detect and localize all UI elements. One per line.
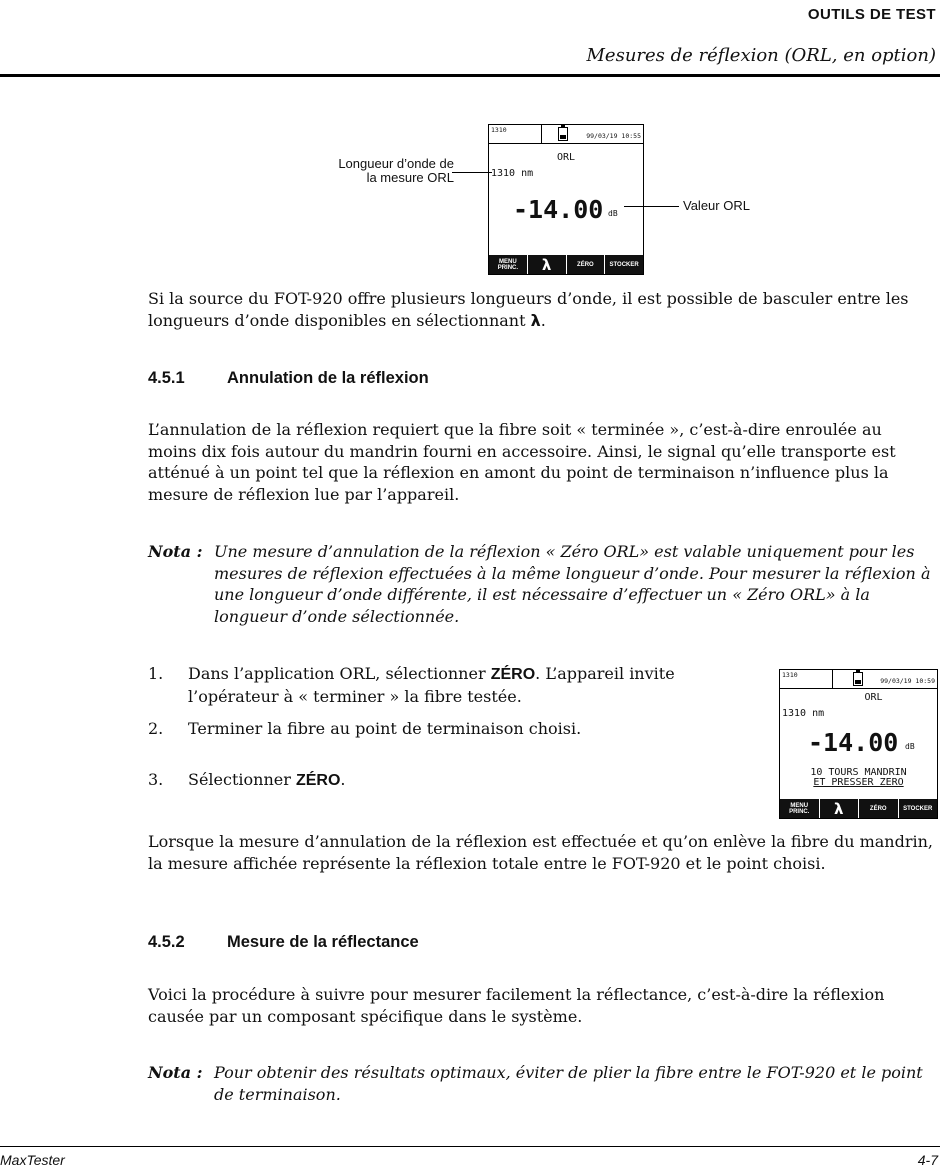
section2-note [148,1062,938,1105]
after-steps-paragraph: Lorsque la mesure d’annulation de la réflexion est effectuée et qu’on enlève la fibre du mandrin, la mesure affichée représente la réflexion totale entre le FOT-920 et le point choisi. [148,832,934,873]
screen-status-bar [780,670,937,689]
screen-softkeys [780,799,937,818]
screen-unit: dB [905,742,915,751]
softkey-lambda: λ [527,255,566,274]
softkey-zero: ZÉRO [858,799,898,818]
note-label: Nota : [148,1063,203,1082]
orl-screen-figure [488,124,644,275]
section1-note [148,541,938,627]
screen-datetime: 99/03/19 10:55 [586,132,641,140]
callout-wavelength-line [452,172,492,173]
screen-message-line-1: 10 TOURS MANDRIN [810,767,907,778]
section-heading-4-5-2: 4.5.2 Mesure de la réflectance [148,933,419,951]
softkey-zero: ZÉRO [566,255,605,274]
footer-rule [0,1146,940,1147]
screen-wavelength: 1310 nm [491,168,534,179]
lambda-symbol: λ [530,310,541,330]
battery-icon [853,672,863,686]
screen-title: ORL [864,692,883,703]
note-label: Nota : [148,542,203,561]
softkey-main-menu: MENU PRINC. [789,802,810,815]
screen-orl-value: -14.00 [808,728,899,757]
softkey-store: STOCKER [604,255,643,274]
screen-wavelength: 1310 nm [782,708,825,719]
softkey-lambda: λ [819,799,859,818]
header-rule [0,74,940,77]
intro-paragraph: Si la source du FOT-920 offre plusieurs longueurs d’onde, il est possible de basculer entre les longueurs d’onde disponibles en sélectionnant λ. [148,289,909,330]
callout-value-line [624,206,679,207]
running-header-chapter: OUTILS DE TEST [807,6,936,23]
note-text: Une mesure d’annulation de la réflexion « Zéro ORL» est valable uniquement pour les mesures de réflexion effectuées à la même longueur d’onde. Pour mesurer la réflexion à une longueur d’onde différente, il est nécessaire d’effectuer un « Zéro ORL» à la longueur d’onde sélectionnée. [214,542,931,626]
softkey-main-menu: MENU PRINC. [497,258,519,271]
callout-wavelength: Longueur d’onde de la mesure ORL [338,156,454,185]
callout-value: Valeur ORL [683,198,750,213]
section2-paragraph: Voici la procédure à suivre pour mesurer facilement la réflectance, c’est-à-dire la réflexion causée par un composant spécifique dans le système. [148,985,885,1026]
screen-datetime: 99/03/19 10:59 [880,677,935,685]
screen-title: ORL [556,152,576,163]
screen-top-wavelength: 1310 [491,126,507,134]
note-text: Pour obtenir des résultats optimaux, éviter de plier la fibre entre le FOT-920 et le point de terminaison. [214,1063,923,1104]
footer-product-name: MaxTester [0,1152,65,1168]
screen-status-bar [489,125,643,144]
footer-page-number: 4-7 [917,1152,938,1168]
screen-orl-value: -14.00 [513,195,604,224]
orl-zero-screen-figure [779,669,938,819]
screen-top-wavelength: 1310 [782,671,798,679]
screen-message-line-2: ET PRESSER ZERO [813,777,904,788]
running-header-section: Mesures de réflexion (ORL, en option) [586,45,936,66]
screen-softkeys [489,255,643,274]
screen-unit: dB [608,209,618,218]
battery-icon [558,127,568,141]
section1-paragraph: L’annulation de la réflexion requiert que la fibre soit « terminée », c’est-à-dire enroulée au moins dix fois autour du mandrin fourni en accessoire. Ainsi, le signal qu’elle transporte est atténué à un point tel que la réflexion en amont du point de terminaison n’influence plus la mesure de réflexion lue par l’appareil. [148,420,896,504]
section-heading-4-5-1: 4.5.1 Annulation de la réflexion [148,369,429,387]
softkey-store: STOCKER [898,799,938,818]
